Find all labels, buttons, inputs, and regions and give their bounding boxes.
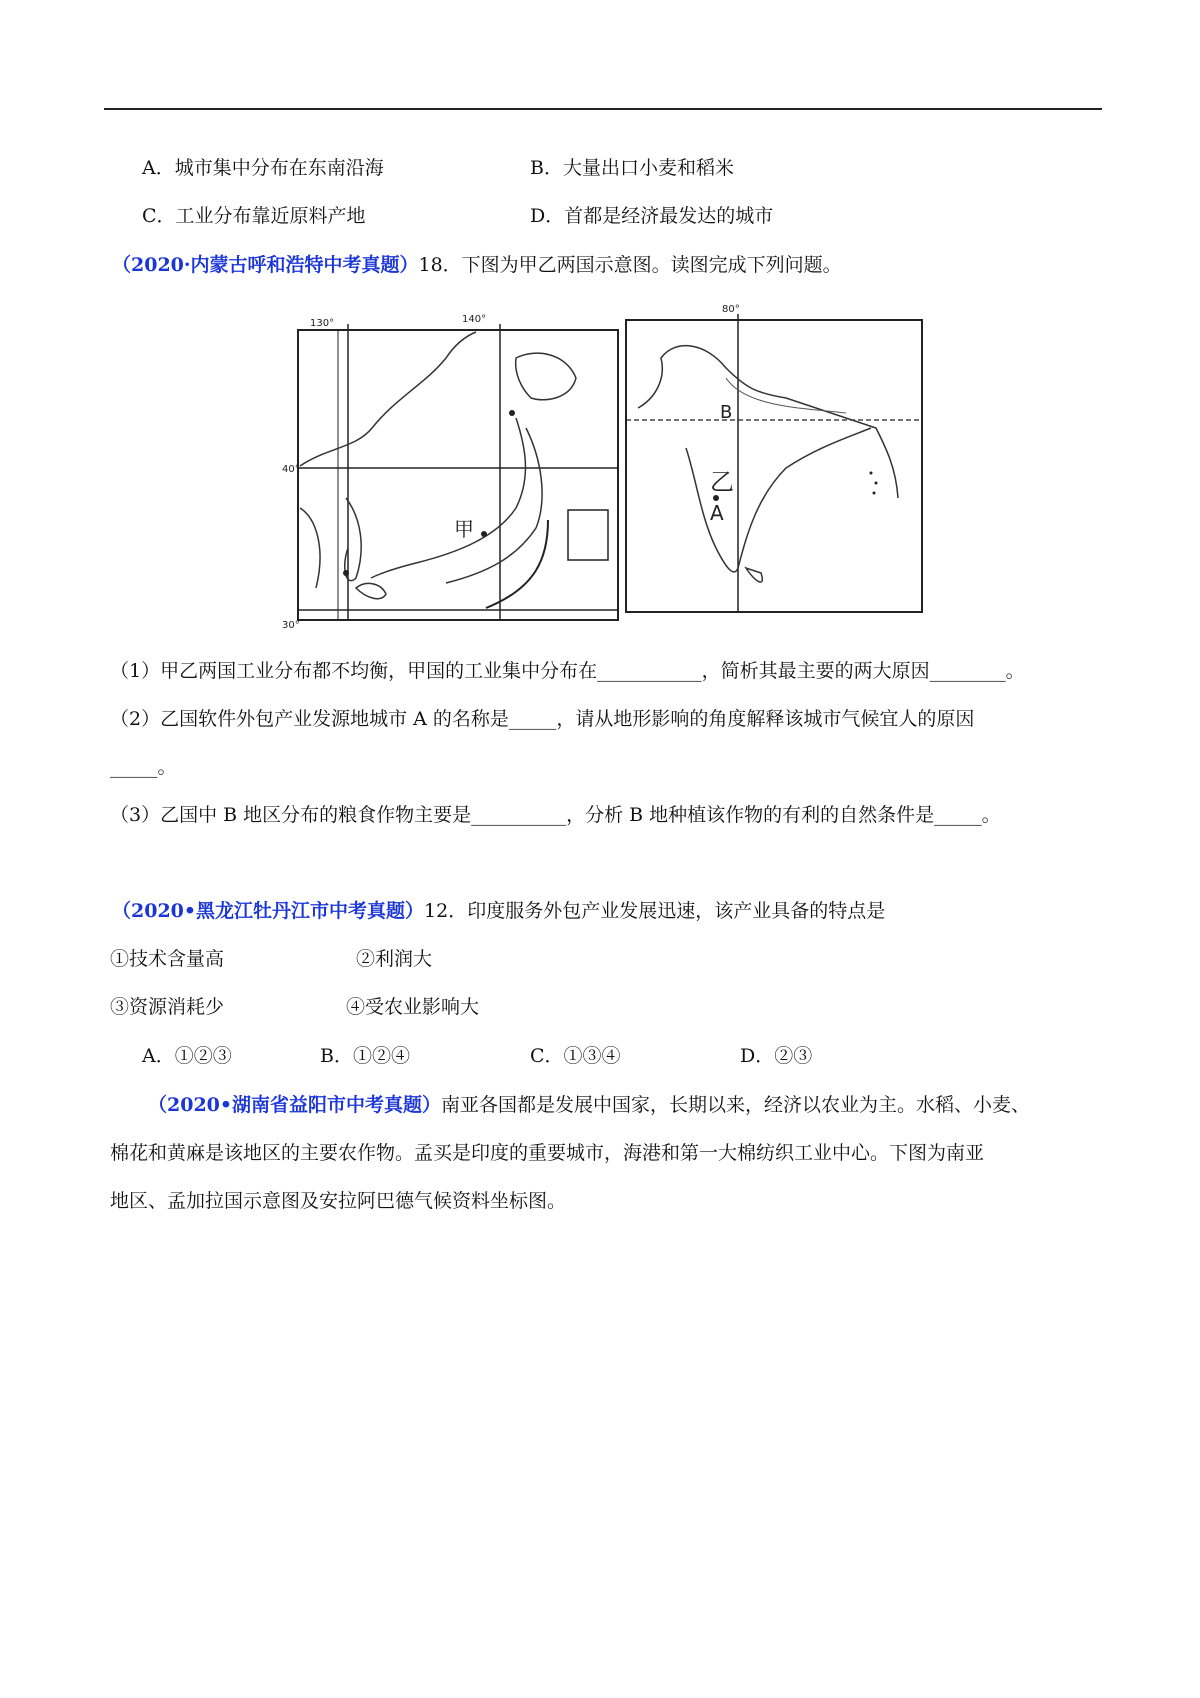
- option-b[interactable]: B．大量出口小麦和稻米: [530, 157, 734, 179]
- question-stem: 18．下图为甲乙两国示意图。读图完成下列问题。: [418, 254, 842, 276]
- statement-3: ③资源消耗少: [110, 996, 225, 1018]
- passage-line-3: 地区、孟加拉国示意图及安拉阿巴德气候资料坐标图。: [110, 1190, 567, 1212]
- option-c[interactable]: C．①③④: [530, 1045, 621, 1067]
- question-18-sub1: （1）甲乙两国工业分布都不均衡，甲国的工业集中分布在___________，简析其最主要的两大原因________。: [110, 660, 1025, 682]
- question-12: [112, 898, 885, 924]
- option-a[interactable]: A．城市集中分布在东南沿海: [142, 157, 384, 179]
- label-lat-40: 40°: [282, 464, 300, 475]
- label-point-b: B: [720, 402, 733, 423]
- passage-line-1: [148, 1092, 1030, 1118]
- label-lon-130: 130°: [310, 318, 335, 329]
- map-svg: [282, 298, 936, 634]
- question-18: [112, 252, 842, 278]
- label-lon-140: 140°: [462, 314, 487, 325]
- map-figure: [282, 298, 936, 634]
- option-a[interactable]: A．①②③: [142, 1045, 232, 1067]
- label-lat-30: 30°: [282, 620, 300, 631]
- option-b[interactable]: B．①②④: [320, 1045, 410, 1067]
- japan-map: [282, 314, 618, 631]
- statement-2: ②利润大: [356, 948, 433, 970]
- passage-text: 南亚各国都是发展中国家，长期以来，经济以农业为主。水稻、小麦、: [441, 1094, 1031, 1116]
- statement-1: ①技术含量高: [110, 948, 225, 970]
- question-18-sub3: （3）乙国中 B 地区分布的粮食作物主要是__________，分析 B 地种植该作物的有利的自然条件是_____。: [110, 804, 1001, 826]
- label-country-jia: 甲: [454, 517, 474, 541]
- question-source: （2020•黑龙江牡丹江市中考真题）: [112, 900, 425, 922]
- question-source: （2020•湖南省益阳市中考真题）: [148, 1094, 442, 1116]
- label-country-yi: 乙: [710, 468, 734, 496]
- question-18-sub2: （2）乙国软件外包产业发源地城市 A 的名称是_____，请从地形影响的角度解释该城市气候宜人的原因: [110, 708, 975, 730]
- statement-4: ④受农业影响大: [346, 996, 480, 1018]
- header-rule: [104, 108, 1102, 110]
- india-map: [626, 304, 922, 612]
- question-source: （2020·内蒙古呼和浩特中考真题）: [112, 254, 419, 276]
- passage-line-2: 棉花和黄麻是该地区的主要农作物。孟买是印度的重要城市，海港和第一大棉纺织工业中心。下图为南亚: [110, 1142, 985, 1164]
- option-d[interactable]: D．首都是经济最发达的城市: [530, 205, 774, 227]
- option-d[interactable]: D．②③: [740, 1045, 813, 1067]
- label-lon-80: 80°: [722, 304, 740, 315]
- label-point-a: A: [710, 501, 724, 525]
- question-stem: 12．印度服务外包产业发展迅速，该产业具备的特点是: [424, 900, 886, 922]
- question-18-sub2-cont: _____。: [110, 756, 177, 778]
- option-c[interactable]: C．工业分布靠近原料产地: [142, 205, 366, 227]
